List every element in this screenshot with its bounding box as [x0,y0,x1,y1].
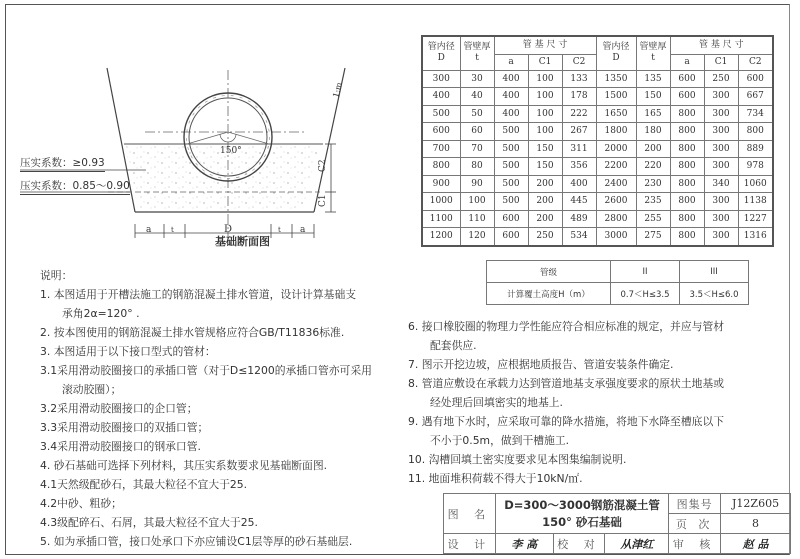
table-cell: 230 [636,175,670,193]
table-cell: 1200 [422,228,460,246]
table-cell: 311 [562,140,596,158]
cover-height-label: 计算覆土高度H（m） [487,283,611,305]
drawing-title: D=300～3000钢筋混凝土管 150° 砂石基础 [495,494,668,534]
note-line: 11. 地面堆积荷载不得大于10kN/㎡. [408,472,583,485]
grade-iii-header: III [680,261,749,283]
svg-text:1:m: 1:m [331,81,344,99]
table-cell: 1316 [738,228,773,246]
table-cell: 1060 [738,175,773,193]
table-row [422,193,773,211]
table-cell: 800 [738,123,773,141]
check-signature: 从津红 [605,534,669,554]
note-line: 3.2采用滑动胶圈接口的企口管； [40,402,198,415]
table-cell: 222 [562,105,596,123]
note-line: 4.2中砂、粗砂； [40,497,122,510]
compaction-upper-label: 压实系数：≥0.93 [20,155,105,172]
range-ii: 0.7＜H≤3.5 [611,283,680,305]
table-cell: 300 [704,193,738,211]
table-row [422,158,773,176]
table-cell: 400 [494,88,528,106]
table-cell: 180 [636,123,670,141]
diagram-caption: 基础断面图 [215,235,270,248]
table-cell: 300 [704,123,738,141]
svg-text:a: a [146,225,152,235]
table-cell: 1000 [422,193,460,211]
header-inner-diameter-2: 管内径 D [596,36,636,70]
svg-text:D: D [224,224,233,235]
header-c2-2: C2 [738,54,773,70]
table-cell: 900 [422,175,460,193]
table-cell: 60 [460,123,494,141]
page-number: 8 [721,514,791,534]
table-cell: 667 [738,88,773,106]
foundation-section-diagram [20,50,380,260]
table-row [422,123,773,141]
note-line: 承角2α=120° . [62,307,140,320]
grade-header-label: 管级 [487,261,611,283]
table-cell: 100 [528,123,562,141]
atlas-number: J12Z605 [721,494,791,514]
note-line: 5. 如为承插口管，接口处承口下亦应铺设C1层等厚的砂石基础层. [40,535,353,548]
table-cell: 250 [528,228,562,246]
table-cell: 800 [670,123,704,141]
table-row [422,70,773,88]
header-c2: C2 [562,54,596,70]
svg-text:C2: C2 [318,159,328,172]
table-cell: 300 [704,140,738,158]
table-cell: 2800 [596,210,636,228]
table-cell: 600 [670,88,704,106]
header-inner-diameter: 管内径 D [422,36,460,70]
note-line: 1. 本图适用于开槽法施工的钢筋混凝土排水管道，设计计算基础支 [40,288,357,301]
table-cell: 2200 [596,158,636,176]
table-cell: 135 [636,70,670,88]
table-cell: 600 [422,123,460,141]
table-cell: 1350 [596,70,636,88]
note-line: 4. 砂石基础可选择下列材料，其压实系数要求见基础断面图. [40,459,328,472]
note-line: 配套供应. [430,339,477,352]
table-cell: 500 [494,158,528,176]
header-wall-thickness: 管壁厚 t [460,36,494,70]
note-line: 9. 遇有地下水时，应采取可靠的降水措施，将地下水降至槽底以下 [408,415,725,428]
header-a-2: a [670,54,704,70]
review-label: 审 核 [669,534,721,554]
table-cell: 100 [528,70,562,88]
range-iii: 3.5＜H≤6.0 [680,283,749,305]
table-cell: 1138 [738,193,773,211]
table-cell: 267 [562,123,596,141]
note-line: 3.3采用滑动胶圈接口的双插口管； [40,421,209,434]
table-cell: 800 [670,175,704,193]
note-line: 7. 图示开挖边坡，应根据地质报告、管道安装条件确定. [408,358,674,371]
note-line: 经处理后回填密实的地基上. [430,396,563,409]
table-cell: 250 [704,70,738,88]
table-cell: 1100 [422,210,460,228]
table-cell: 500 [494,193,528,211]
table-row [422,228,773,246]
table-row [422,175,773,193]
note-line: 滚动胶圈）； [62,383,122,396]
svg-text:t: t [171,226,174,234]
atlas-number-label: 图集号 [669,494,721,514]
table-cell: 500 [494,140,528,158]
table-cell: 500 [494,175,528,193]
table-cell: 340 [704,175,738,193]
table-cell: 70 [460,140,494,158]
table-cell: 400 [494,105,528,123]
compaction-lower-label: 压实系数：0.85～0.90 [20,178,130,195]
table-cell: 275 [636,228,670,246]
table-cell: 1650 [596,105,636,123]
table-row [422,105,773,123]
table-cell: 220 [636,158,670,176]
design-label: 设 计 [444,534,496,554]
table-cell: 800 [670,228,704,246]
check-label: 校 对 [553,534,605,554]
header-c1-2: C1 [704,54,738,70]
page-label: 页 次 [669,514,721,534]
table-cell: 400 [562,175,596,193]
notes-left [40,266,372,551]
table-cell: 3000 [596,228,636,246]
table-cell: 1227 [738,210,773,228]
table-cell: 800 [670,140,704,158]
table-cell: 800 [422,158,460,176]
design-signature: 李 高 [495,534,553,554]
svg-text:a: a [300,225,306,235]
table-cell: 600 [738,70,773,88]
table-cell: 150 [636,88,670,106]
table-cell: 1800 [596,123,636,141]
note-line: 4.3级配碎石、石屑，其最大粒径不宜大于25. [40,516,258,529]
table-cell: 300 [704,210,738,228]
table-cell: 500 [494,123,528,141]
note-line: 3.4采用滑动胶圈接口的钢承口管. [40,440,201,453]
header-c1: C1 [528,54,562,70]
table-cell: 1500 [596,88,636,106]
pipe-grade-table [486,260,749,305]
table-cell: 800 [670,193,704,211]
table-row [422,140,773,158]
table-row [422,88,773,106]
table-cell: 734 [738,105,773,123]
table-cell: 300 [704,158,738,176]
table-cell: 255 [636,210,670,228]
table-cell: 2000 [596,140,636,158]
table-cell: 165 [636,105,670,123]
table-cell: 800 [670,210,704,228]
review-signature: 赵 品 [721,534,791,554]
table-cell: 445 [562,193,596,211]
table-cell: 356 [562,158,596,176]
table-cell: 300 [704,228,738,246]
table-cell: 600 [494,210,528,228]
table-cell: 200 [528,193,562,211]
table-cell: 133 [562,70,596,88]
note-line: 6. 接口橡胶圈的物理力学性能应符合相应标准的规定，并应与管材 [408,320,725,333]
header-base-size: 管 基 尺 寸 [494,36,596,54]
table-cell: 150 [528,140,562,158]
table-cell: 2400 [596,175,636,193]
table-cell: 800 [670,105,704,123]
note-line: 不小于0.5m，做到干槽施工. [430,434,570,447]
grade-ii-header: II [611,261,680,283]
table-cell: 700 [422,140,460,158]
notes-right [408,317,724,488]
table-cell: 500 [422,105,460,123]
note-line: 3. 本图适用于以下接口型式的管材： [40,345,216,358]
table-cell: 889 [738,140,773,158]
svg-text:t: t [278,226,281,234]
table-cell: 100 [528,105,562,123]
note-line: 4.1天然级配砂石，其最大粒径不宜大于25. [40,478,248,491]
table-cell: 80 [460,158,494,176]
table-cell: 978 [738,158,773,176]
table-cell: 178 [562,88,596,106]
notes-title: 说明： [40,269,73,282]
drawing-name-label: 图 名 [444,494,496,534]
header-base-size-2: 管 基 尺 寸 [670,36,773,54]
table-cell: 600 [670,70,704,88]
table-cell: 600 [494,228,528,246]
dimension-table [421,35,774,247]
note-line: 8. 管道应敷设在承载力达到管道地基支承强度要求的原状土地基或 [408,377,725,390]
table-cell: 300 [704,105,738,123]
note-line: 2. 按本图使用的钢筋混凝土排水管规格应符合GB/T11836标准. [40,326,345,339]
table-cell: 200 [528,175,562,193]
angle-label: 150° [220,146,242,156]
table-cell: 110 [460,210,494,228]
table-cell: 50 [460,105,494,123]
title-block [443,493,791,554]
header-wall-thickness-2: 管壁厚 t [636,36,670,70]
table-cell: 100 [528,88,562,106]
note-line: 10. 沟槽回填土密实度要求见本图集编制说明. [408,453,627,466]
table-cell: 300 [422,70,460,88]
header-a: a [494,54,528,70]
table-cell: 400 [494,70,528,88]
table-cell: 235 [636,193,670,211]
table-cell: 100 [460,193,494,211]
table-cell: 30 [460,70,494,88]
table-cell: 2600 [596,193,636,211]
table-cell: 800 [670,158,704,176]
svg-text:C1: C1 [318,194,328,207]
table-cell: 120 [460,228,494,246]
table-cell: 534 [562,228,596,246]
table-cell: 200 [636,140,670,158]
table-cell: 90 [460,175,494,193]
table-cell: 150 [528,158,562,176]
table-cell: 300 [704,88,738,106]
table-cell: 200 [528,210,562,228]
table-cell: 40 [460,88,494,106]
table-row [422,210,773,228]
table-cell: 400 [422,88,460,106]
table-cell: 489 [562,210,596,228]
note-line: 3.1采用滑动胶圈接口的承插口管（对于D≤1200的承插口管亦可采用 [40,364,372,377]
